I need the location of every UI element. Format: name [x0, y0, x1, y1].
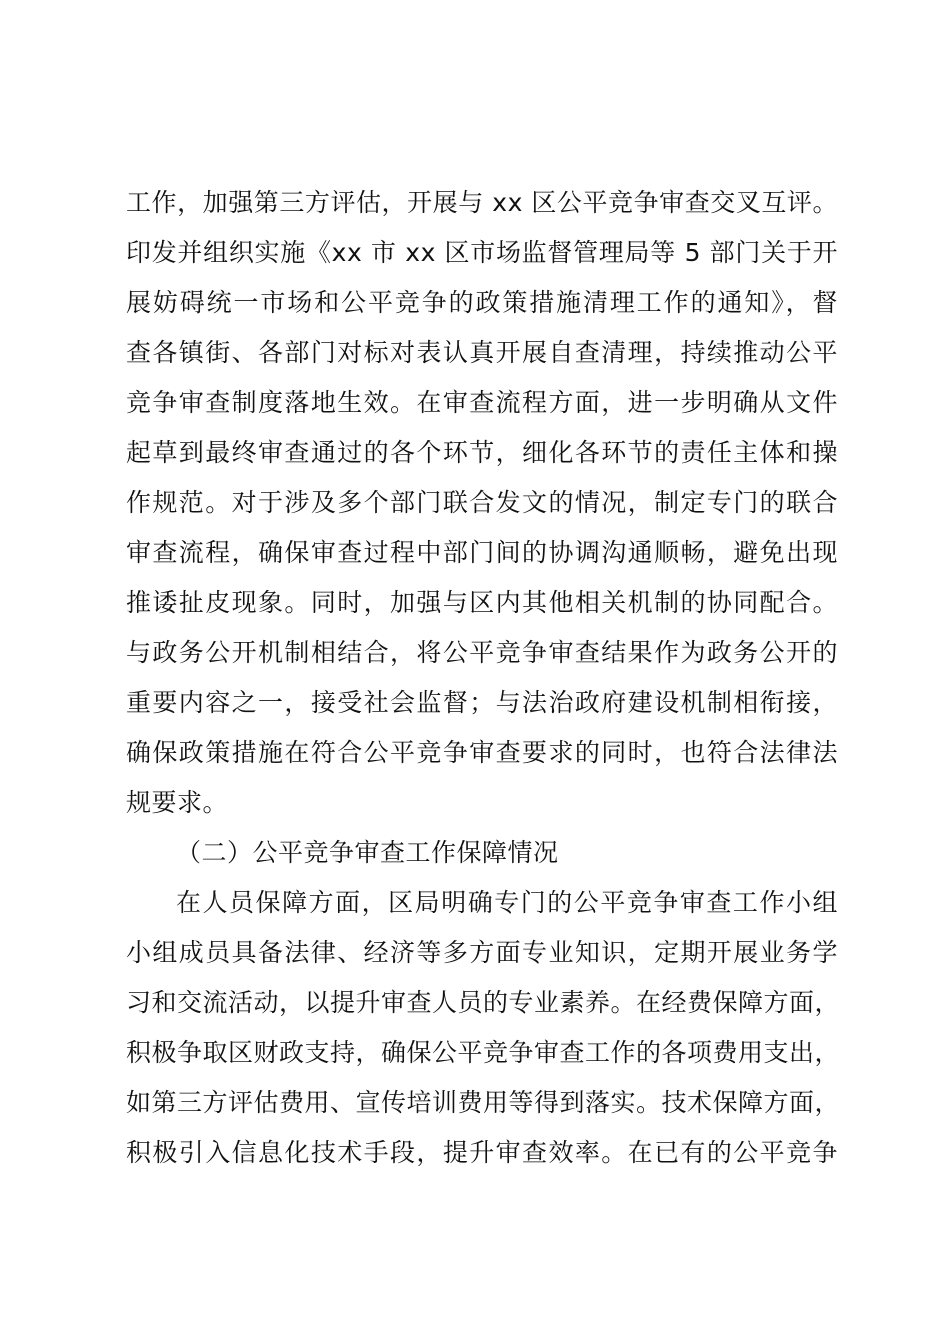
text-line: 竞争审查制度落地生效。在审查流程方面，进一步明确从文件: [126, 388, 838, 417]
text-line: 确保政策措施在符合公平竞争审查要求的同时，也符合法律法: [126, 738, 838, 767]
text-line: 积极争取区财政支持，确保公平竞争审查工作的各项费用支出，: [126, 1038, 841, 1067]
text-line: 工作，加强第三方评估，开展与 xx 区公平竞争审查交叉互评。: [126, 188, 838, 217]
text-line: 小组成员具备法律、经济等多方面专业知识，定期开展业务学: [126, 938, 838, 967]
text-line: 在人员保障方面，区局明确专门的公平竞争审查工作小组: [176, 888, 838, 917]
text-line: 审查流程，确保审查过程中部门间的协调沟通顺畅，避免出现: [126, 538, 838, 567]
text-line: 与政务公开机制相结合，将公平竞争审查结果作为政务公开的: [126, 638, 838, 667]
document-body: [126, 178, 841, 1178]
text-line: 展妨碍统一市场和公平竞争的政策措施清理工作的通知》，督: [126, 288, 838, 317]
text-line: 积极引入信息化技术手段，提升审查效率。在已有的公平竞争: [126, 1138, 838, 1167]
text-line: 习和交流活动，以提升审查人员的专业素养。在经费保障方面，: [126, 988, 841, 1017]
section-heading: （二）公平竞争审查工作保障情况: [176, 838, 559, 867]
text-line: 查各镇街、各部门对标对表认真开展自查清理，持续推动公平: [126, 338, 838, 367]
text-line: 如第三方评估费用、宣传培训费用等得到落实。技术保障方面，: [126, 1088, 841, 1117]
text-line: 起草到最终审查通过的各个环节，细化各环节的责任主体和操: [126, 438, 838, 467]
text-line: 印发并组织实施《xx 市 xx 区市场监督管理局等 5 部门关于开: [126, 238, 838, 267]
text-line: 规要求。: [126, 788, 229, 817]
text-line: 推诿扯皮现象。同时，加强与区内其他相关机制的协同配合。: [126, 588, 838, 617]
text-line: 重要内容之一，接受社会监督；与法治政府建设机制相衔接，: [126, 688, 838, 717]
text-line: 作规范。对于涉及多个部门联合发文的情况，制定专门的联合: [126, 488, 838, 517]
